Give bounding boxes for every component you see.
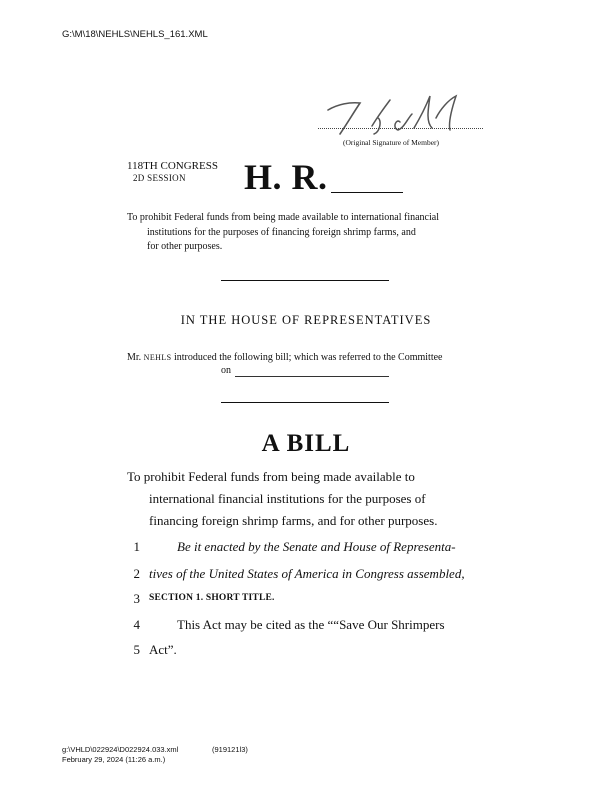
sponsor-name: NEHLS	[143, 353, 172, 362]
long-title-line: international financial institutions for the purposes of	[149, 491, 426, 506]
sponsor-prefix: Mr.	[127, 352, 144, 363]
line-number: 3	[133, 591, 140, 606]
committee-blank	[235, 376, 389, 377]
section-text-line: This Act may be cited as the ““Save Our Shrimpers	[177, 617, 445, 632]
section-heading: SECTION 1. SHORT TITLE.	[149, 593, 275, 603]
congress-number: 118TH CONGRESS	[127, 160, 218, 172]
line-number: 4	[133, 617, 140, 632]
short-title-line: institutions for the purposes of financing foreign shrimp farms, and	[147, 226, 416, 238]
file-path-header: G:\M\18\NEHLS\NEHLS_161.XML	[62, 29, 208, 40]
signature-caption: (Original Signature of Member)	[343, 138, 440, 147]
introduction-text	[127, 351, 487, 366]
long-title	[127, 466, 487, 532]
line-number: 2	[133, 566, 140, 581]
enacting-clause-line: tives of the United States of America in Congress assembled,	[149, 566, 465, 581]
short-title-line: for other purposes.	[147, 241, 223, 252]
bill-heading: A BILL	[261, 430, 351, 457]
section-text-line: Act”.	[149, 642, 177, 657]
divider	[221, 402, 389, 403]
enacting-clause-line: Be it enacted by the Senate and House of Representa-	[177, 539, 456, 554]
long-title-line: financing foreign shrimp farms, and for other purposes.	[149, 513, 438, 528]
short-title	[127, 211, 487, 255]
signature-line	[318, 128, 483, 129]
session-number: 2D SESSION	[133, 173, 186, 183]
bill-number-blank	[331, 192, 403, 193]
footer-date: February 29, 2024 (11:26 a.m.)	[62, 755, 166, 764]
footer-code: (919121l3)	[212, 745, 248, 754]
member-signature	[318, 88, 488, 140]
divider	[221, 280, 389, 281]
footer-file-path: g:\VHLD\022924\D022924.033.xml	[62, 745, 179, 754]
line-number: 5	[133, 642, 140, 657]
short-title-line: To prohibit Federal funds from being made available to international financial	[127, 212, 439, 223]
committee-on-label: on	[221, 365, 231, 376]
bill-number-prefix: H. R.	[244, 157, 328, 197]
introduction-body: introduced the following bill; which was referred to the Committee	[171, 352, 443, 363]
chamber-heading: IN THE HOUSE OF REPRESENTATIVES	[180, 313, 432, 327]
line-number: 1	[133, 539, 140, 554]
long-title-line: To prohibit Federal funds from being made available to	[127, 469, 415, 484]
